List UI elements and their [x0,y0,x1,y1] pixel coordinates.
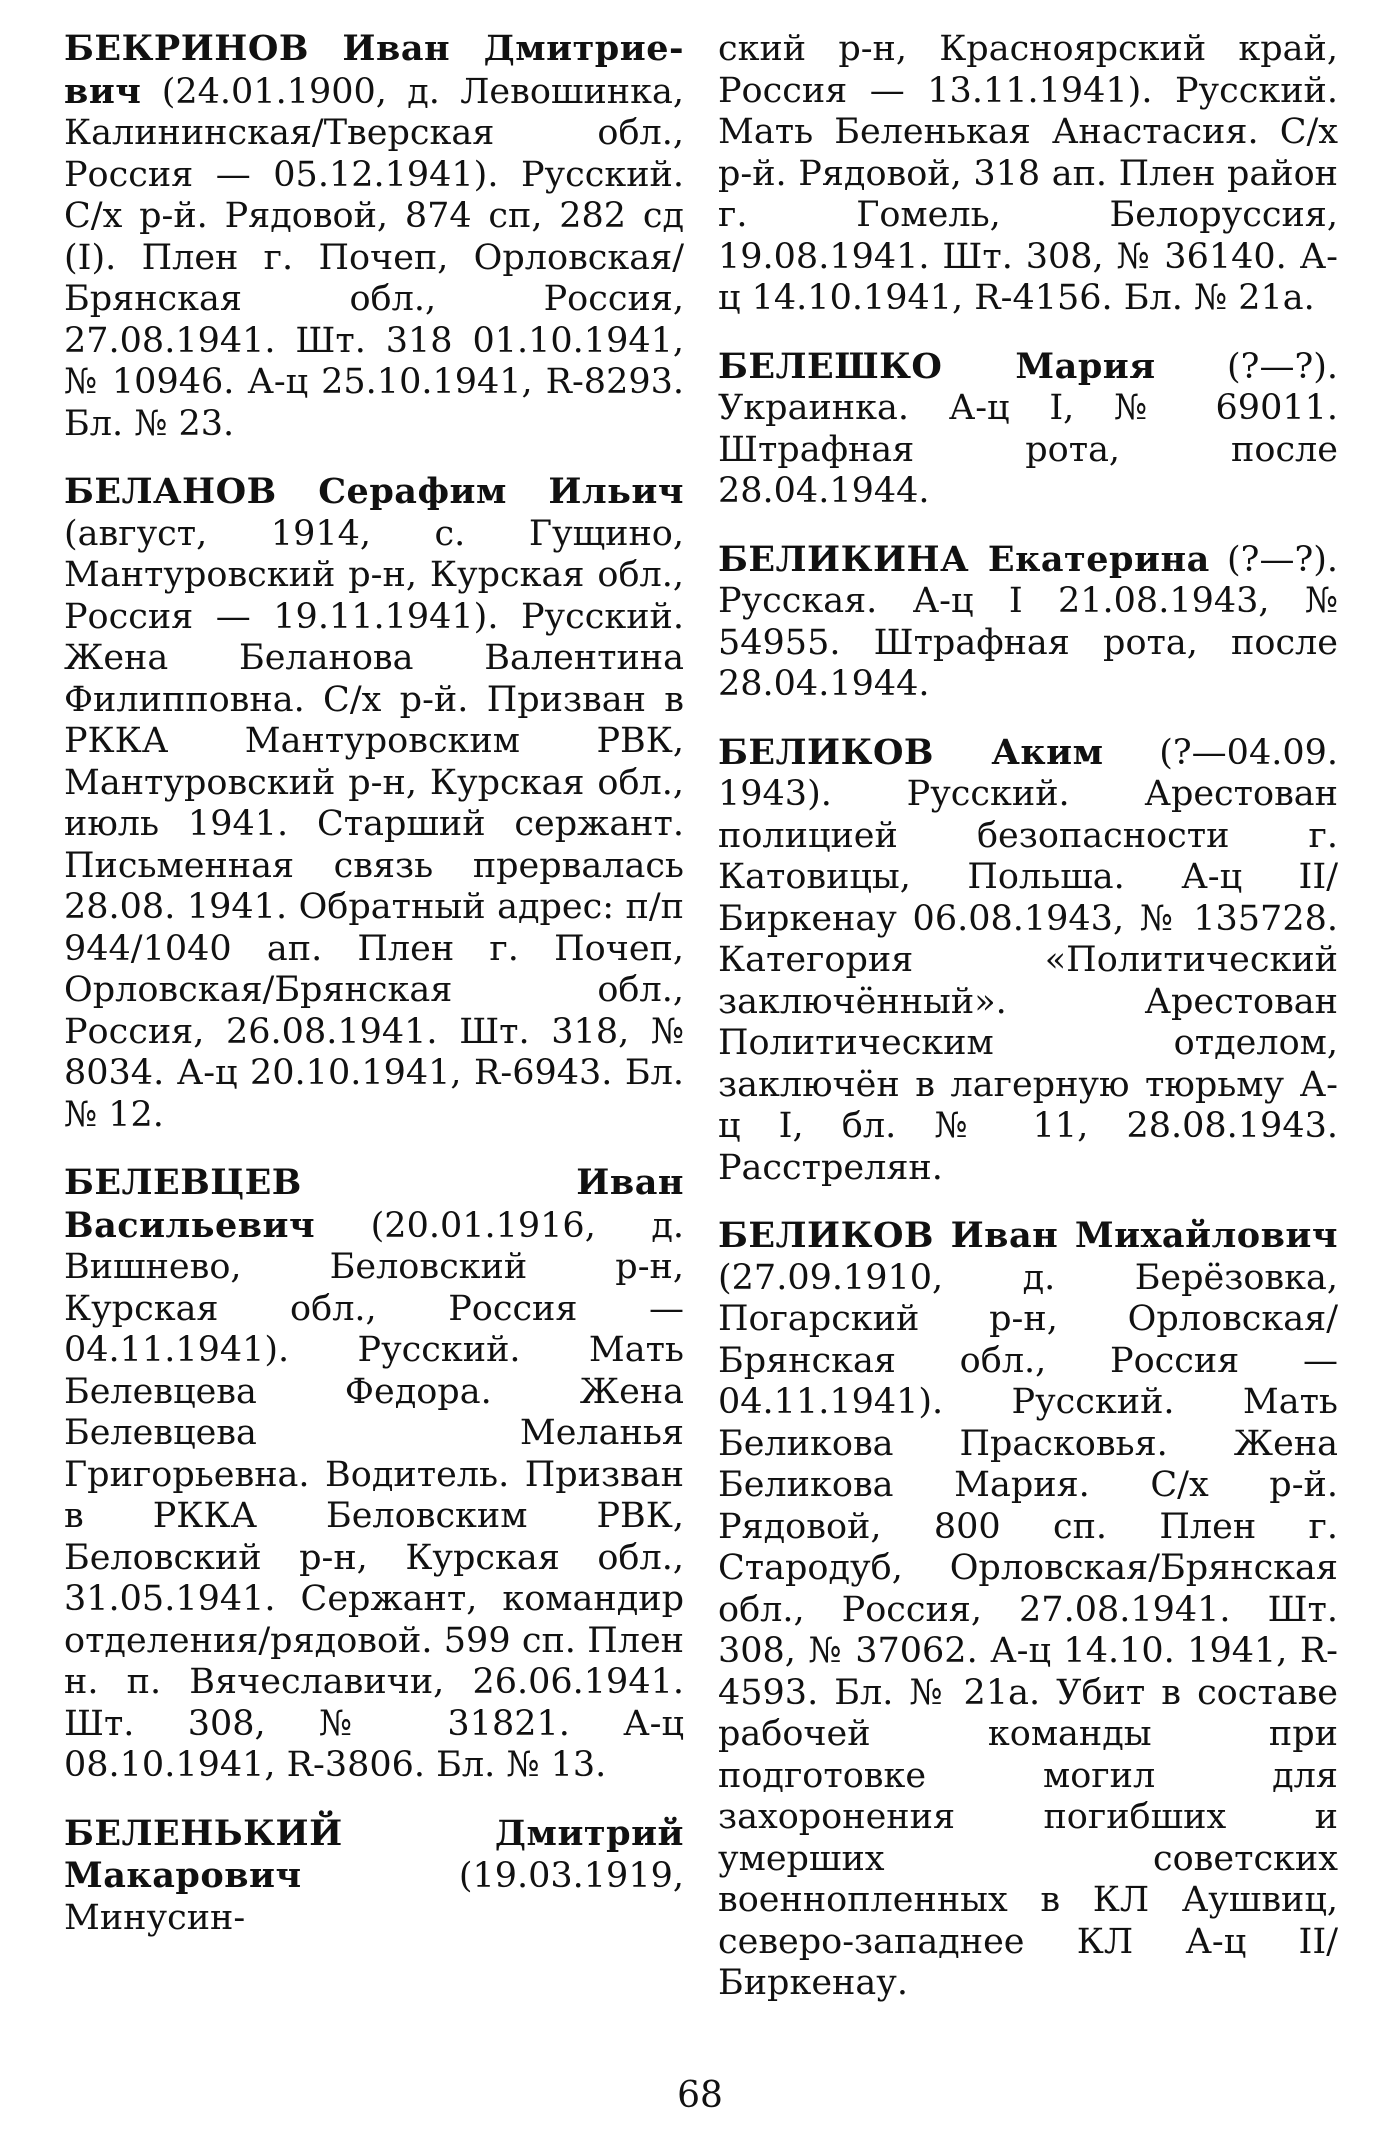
entry-belikov-akim [718,732,1338,1190]
right-column [718,28,1338,2031]
entry-name: БЕЛИКОВ Аким [718,731,1104,773]
entry-name: БЕЛЕВЦЕВ Иван Васильевич [64,1162,684,1246]
left-column [64,28,684,1965]
entry-text: (август, 1914, с. Гущино, Мантуровский р-н, Курская обл., Россия — 19.11.1941). Русский. Жена Беланова Валентина Филипповна. С/х р-й. Призван в РККА Мантуровским РВК, Мантуровский р-н, Курская обл., июль 1941. Старший сержант. Письменная связь прервалась 28.08. 1941. Обратный адрес: п/п 944/1040 ап. Плен г. Почеп, Орловская/Брянская обл., Россия, 26.08.1941. Шт. 318, № 8034. А-ц 20.10.1941, R-6943. Бл. № 12. [64,513,684,1135]
entry-text: ский р-н, Красноярский край, Россия — 13.11.1941). Русский. Мать Беленькая Анастасия. С/х р-й. Рядовой, 318 ап. Плен район г. Гомель, Белоруссия, 19.08.1941. Шт. 308, № 36140. А-ц 14.10.1941, R-4156. Бл. № 21а. [718,29,1338,318]
entry-text: (24.01.1900, д. Левошинка, Калининская/Тверская обл., Россия — 05.12.1941). Русский. С/х р-й. Рядовой, 874 сп, 282 сд (I). Плен г. Почеп, Орловская/Брянская обл., Россия, 27.08.1941. Шт. 318 01.10.1941, № 10946. А-ц 25.10.1941, R-8293. Бл. № 23. [64,71,684,444]
entry-name: БЕКРИНОВ Иван Дмитрие-вич [64,28,684,112]
entry-belenkiy-continued [718,28,1338,320]
entry-text: (19.03.1919, Минусин- [64,1856,684,1938]
entry-text: (?—04.09. 1943). Русский. Арестован полицией безопасности г. Катовицы, Польша. А-ц II/Биркенау 06.08.1943, № 135728. Категория «Политический заключённый». Арестован Политическим отделом, заключён в лагерную тюрьму А-ц I, бл. № 11, 28.08.1943. Расстрелян. [718,732,1338,1188]
entry-beleshko [718,346,1338,513]
entry-belikov-ivan [718,1215,1338,2005]
entry-belanov [64,471,684,1136]
entry-belevtsev [64,1162,684,1787]
entry-text: (?—?). Украинка. А-ц I, № 69011. Штрафная рота, после 28.04.1944. [718,346,1338,511]
entry-name: БЕЛЕНЬКИЙ Дмитрий Макарович [64,1812,684,1896]
entry-belikina [718,539,1338,706]
entry-name: БЕЛИКОВ Иван Михайлович [718,1215,1338,1256]
page-number: 68 [677,2075,723,2116]
entry-name: БЕЛИКИНА Екатерина [718,538,1210,580]
entry-text: (?—?). Русская. А-ц I 21.08.1943, № 54955. Штрафная рота, после 28.04.1944. [718,539,1338,704]
entry-text: (27.09.1910, д. Берёзовка, Погарский р-н, Орловская/Брянская обл., Россия — 04.11.1941). Русский. Мать Беликова Прасковья. Жена Беликова Мария. С/х р-й. Рядовой, 800 сп. Плен г. Стародуб, Орловская/Брянская обл., Россия, 27.08.1941. Шт. 308, № 37062. А-ц 14.10. 1941, R-4593. Бл. № 21а. Убит в составе рабочей команды при подготовке могил для захоронения погибших и умерших советских военнопленных в КЛ Аушвиц, северо-западнее КЛ А-ц II/Биркенау. [718,1257,1338,2003]
entry-bekrinov [64,28,684,445]
entry-belenkiy [64,1813,684,1940]
entry-text: (20.01.1916, д. Вишнево, Беловский р-н, Курская обл., Россия — 04.11.1941). Русский. Мать Белевцева Федора. Жена Белевцева Меланья Григорьевна. Водитель. Призван в РККА Беловским РВК, Беловский р-н, Курская обл., 31.05.1941. Сержант, командир отделения/рядовой. 599 сп. Плен н. п. Вячеславичи, 26.06.1941. Шт. 308, № 31821. А-ц 08.10.1941, R-3806. Бл. № 13. [64,1205,684,1785]
entry-name: БЕЛЕШКО Мария [718,345,1156,387]
entry-name: БЕЛАНОВ Серафим Ильич [64,471,684,512]
